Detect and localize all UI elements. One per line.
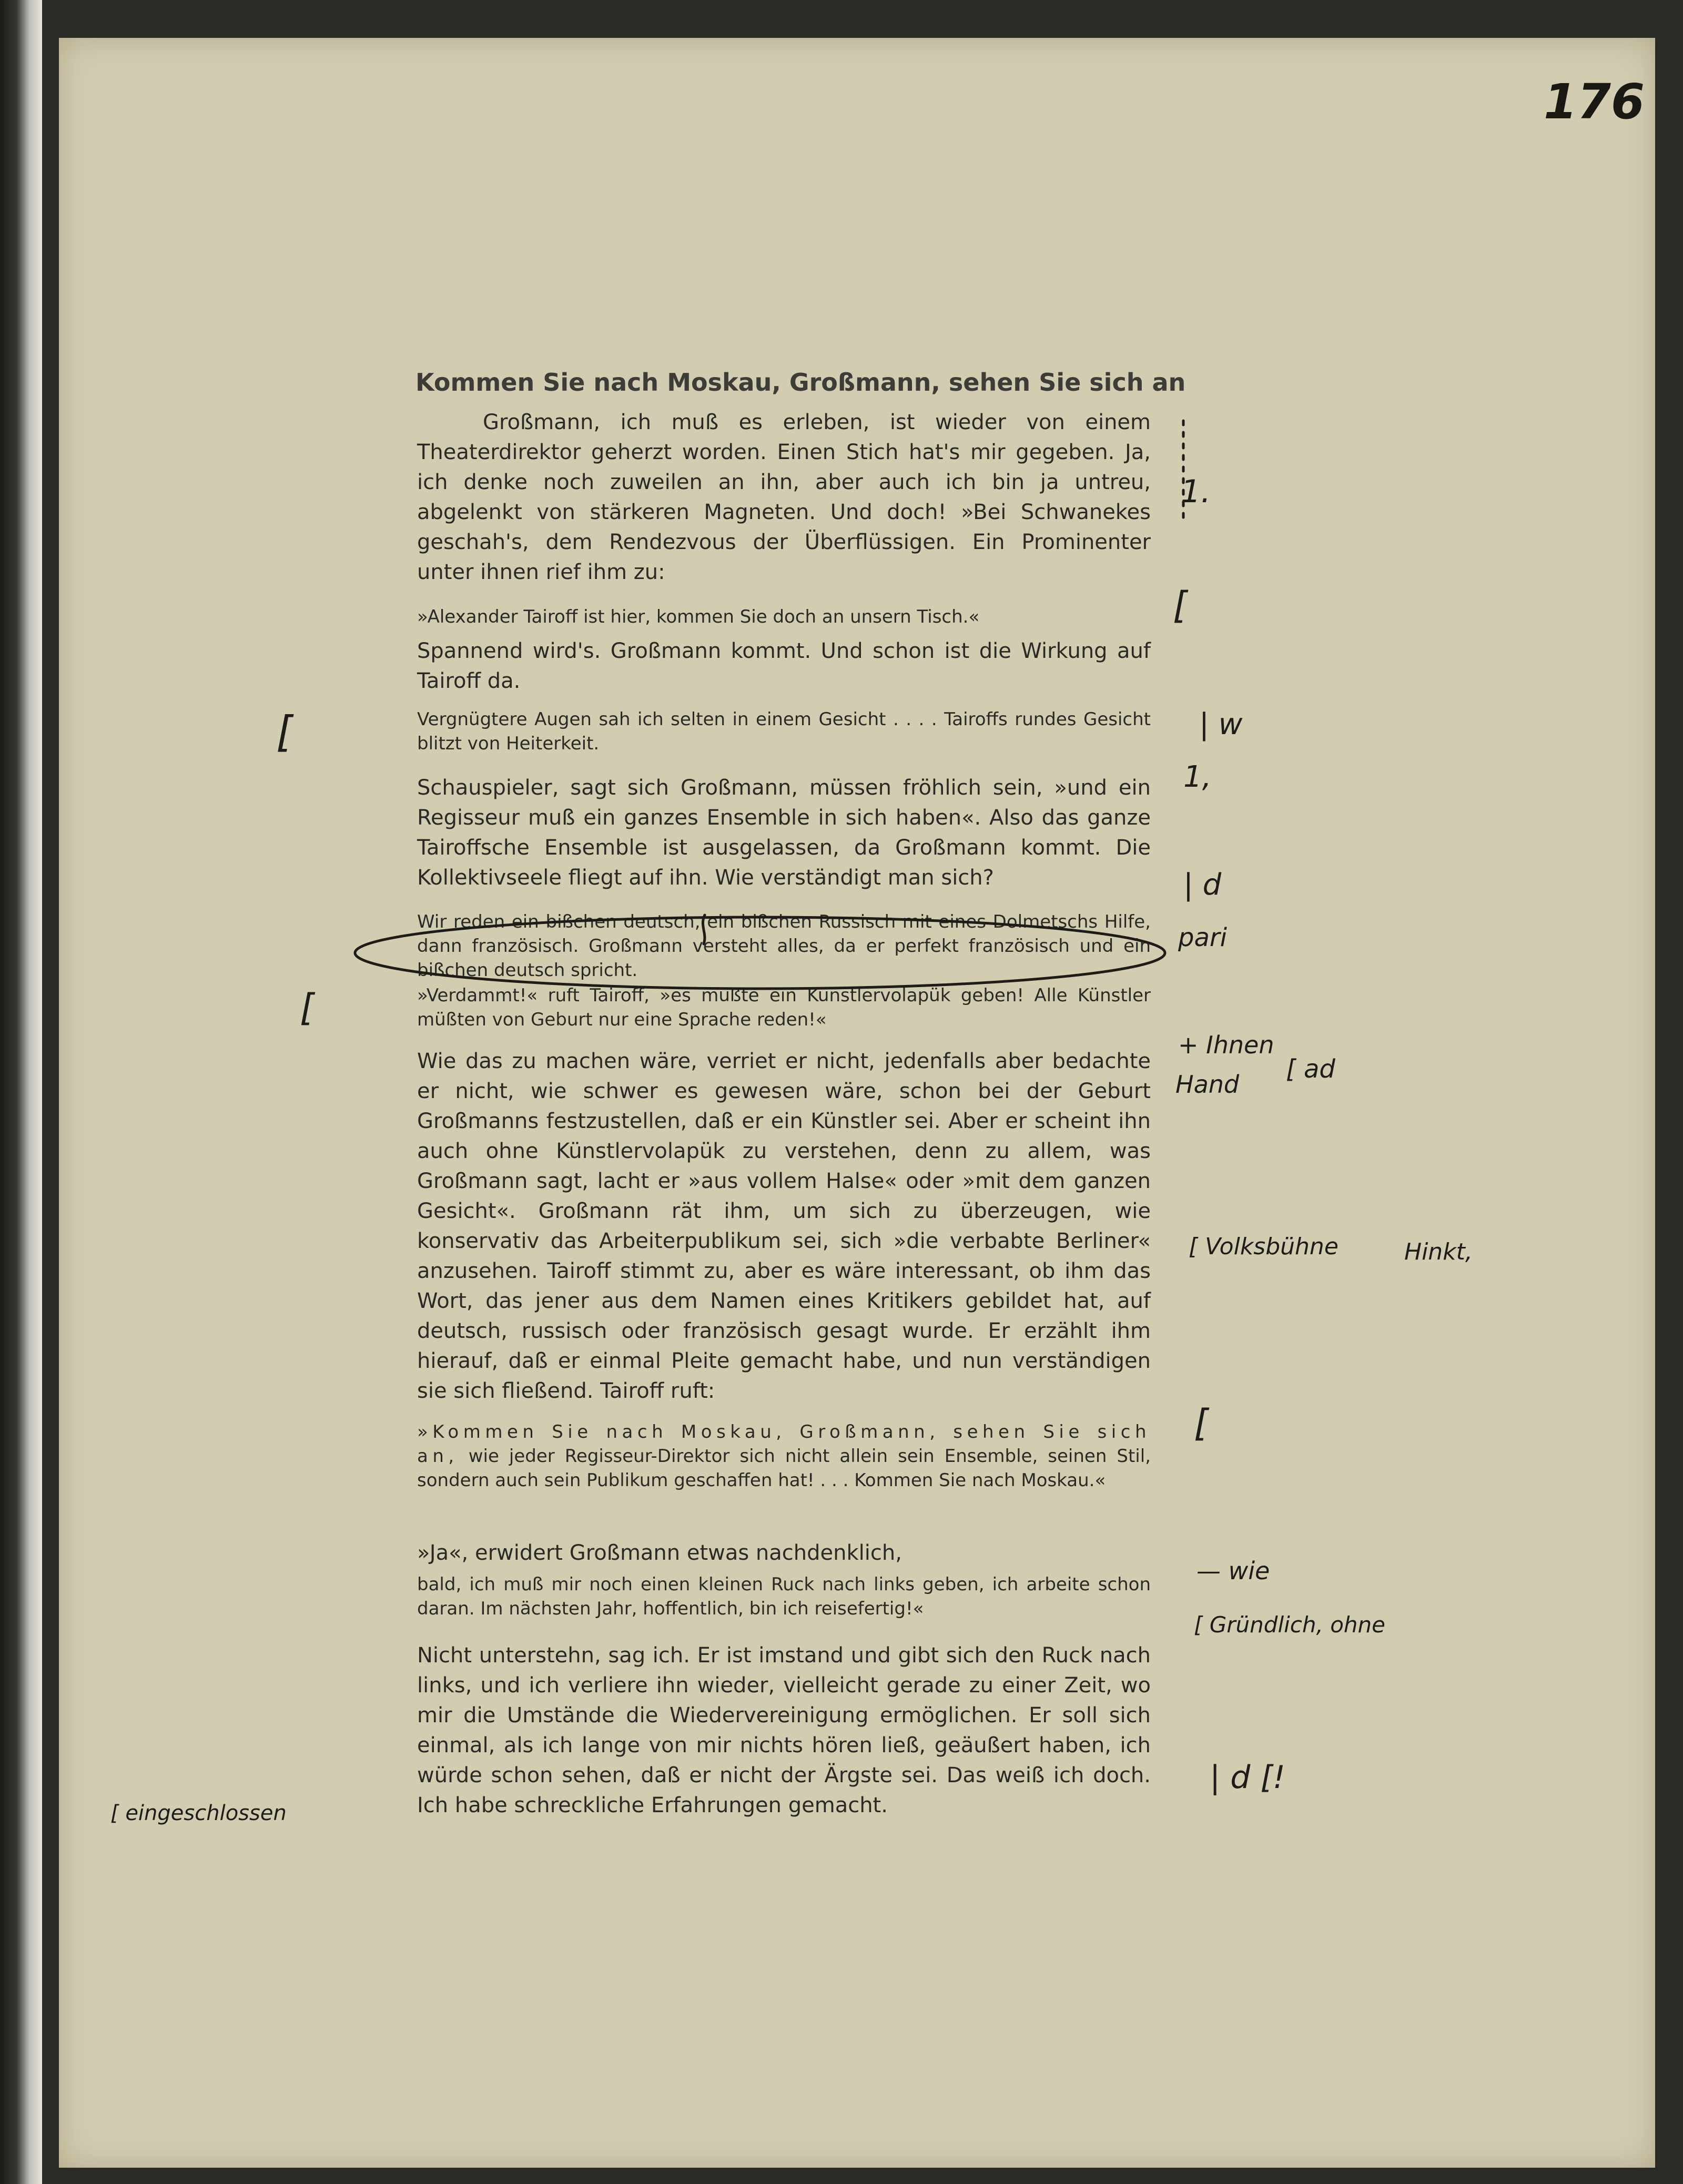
insertion-mark: [703, 915, 705, 944]
margin-note-7: Hand: [1175, 1070, 1240, 1099]
margin-note-3: 1,: [1183, 760, 1212, 794]
margin-note-4: | d: [1183, 868, 1222, 902]
margin-note-1: 1.: [1181, 473, 1211, 510]
margin-note-8: [ ad: [1286, 1054, 1335, 1084]
quote-verdammt: »Verdammt!« ruft Tairoff, »es müßte ein Künstlervolapük geben! Alle Künstler müßten von Geburt nur eine Sprache reden!«: [417, 985, 1151, 1030]
paragraph-3: Schauspieler, sagt sich Großmann, müssen fröhlich sein, »und ein Regisseur muß ein ganzes Ensemble in sich haben«. Also das ganze Tairoffsche Ensemble ist ausgelassen, da Großmann kommt. Die Kollektivseele fliegt auf ihn. Wie verständigt man sich?: [417, 776, 1151, 890]
article-heading: Kommen Sie nach Moskau, Großmann, sehen Sie sich an: [415, 368, 1186, 397]
ellipse-around-passage: [355, 917, 1165, 989]
margin-note-2: | w: [1199, 707, 1243, 741]
margin-note-13: | d [!: [1210, 1759, 1285, 1796]
quote-wir-reden: Wir reden ein bißchen deutsch, ein bißchen Russisch mit eines Dolmetschs Hilfe, dann französisch. Großmann versteht alles, da er perfekt französisch und ein bißchen deutsch spricht.: [417, 911, 1151, 981]
paragraph-1: Großmann, ich muß es erleben, ist wieder von einem Theaterdirektor geherzt worden. Einen Stich hat's mir gegeben. Ja, ich denke noch zuweilen an ihn, aber auch ich bin ja untreu, abgelenkt von stärkeren Magneten. Und doch! »Bei Schwanekes geschah's, dem Rendezvous der Überflüssigen. Ein Prominenter unter ihnen rief ihm zu:: [417, 410, 1151, 584]
margin-bracket-3: [: [300, 986, 315, 1029]
margin-note-14: [ eingeschlossen: [110, 1801, 287, 1825]
margin-note-6: + Ihnen: [1178, 1031, 1274, 1059]
margin-bracket-1: [: [1173, 584, 1188, 627]
quote-vergnuegtere-augen: Vergnügtere Augen sah ich selten in einem Gesicht . . . . Tairoffs rundes Gesicht blitzt von Heiterkeit.: [417, 709, 1151, 754]
paragraph-2: Spannend wird's. Großmann kommt. Und schon ist die Wirkung auf Tairoff da.: [417, 639, 1151, 693]
page-number: 176: [1544, 74, 1645, 130]
quote-tairoff-present: »Alexander Tairoff ist hier, kommen Sie doch an unsern Tisch.«: [417, 606, 980, 627]
paragraph-5: »Ja«, erwidert Großmann etwas nachdenklich,: [417, 1541, 902, 1565]
margin-bracket-2: [: [276, 707, 293, 756]
margin-bracket-4: [: [1194, 1401, 1209, 1445]
quote-continued-text: wie jeder Regisseur-Direktor sich nicht allein sein Ensemble, seinen Stil, sondern auch sein Publikum geschaffen hat! . . . Kommen Sie nach Moskau.«: [417, 1446, 1151, 1491]
paragraph-6: Nicht unterstehn, sag ich. Er ist imstand und gibt sich den Ruck nach links, und ich verliere ihn wieder, vielleicht gerade zu einer Zeit, wo mir die Umstände die Wiedervereinigung ermöglichen. Er soll sich einmal, als ich lange von mir nichts hören ließ, geäußert haben, ich würde schon sehen, daß er nicht der Ärgste sei. Das weiß ich doch. Ich habe schreckliche Erfahrungen gemacht.: [417, 1643, 1151, 1817]
margin-note-10: Hinkt,: [1404, 1238, 1473, 1265]
margin-note-9: [ Volksbühne: [1189, 1233, 1339, 1260]
quote-spaced-text: »Kommen Sie nach Moskau, Großmann, sehen Sie sich an,: [417, 1421, 1151, 1467]
paragraph-4: Wie das zu machen wäre, verriet er nicht, jedenfalls aber bedachte er nicht, wie schwer es gewesen wäre, schon bei der Geburt Großmanns festzustellen, daß er ein Künstler sei. Aber er scheint ihn auch ohne Künstlervolapük zu verstehen, denn zu allem, was Großmann sagt, lacht er »aus vollem Halse« oder »mit dem ganzen Gesicht«. Großmann rät ihm, um sich zu überzeugen, wie konservativ das Arbeiterpublikum sei, sich »die verbabte Berliner« anzusehen. Tairoff stimmt zu, aber es wäre interessant, ob ihm das Wort, das jener aus dem Namen eines Kritikers gebildet hat, auf deutsch, russisch oder französisch gesagt wurde. Er erzählt ihm hierauf, daß er einmal Pleite gemacht habe, und nun verständigen sie sich fließend. Tairoff ruft:: [417, 1049, 1151, 1403]
margin-note-11: — wie: [1197, 1557, 1270, 1585]
margin-note-12: [ Gründlich, ohne: [1194, 1612, 1385, 1638]
quote-ruck-nach-links: bald, ich muß mir noch einen kleinen Ruck nach links geben, ich arbeite schon daran. Im nächsten Jahr, hoffentlich, bin ich reisefertig!«: [417, 1574, 1151, 1619]
margin-note-5: pari: [1178, 923, 1227, 952]
